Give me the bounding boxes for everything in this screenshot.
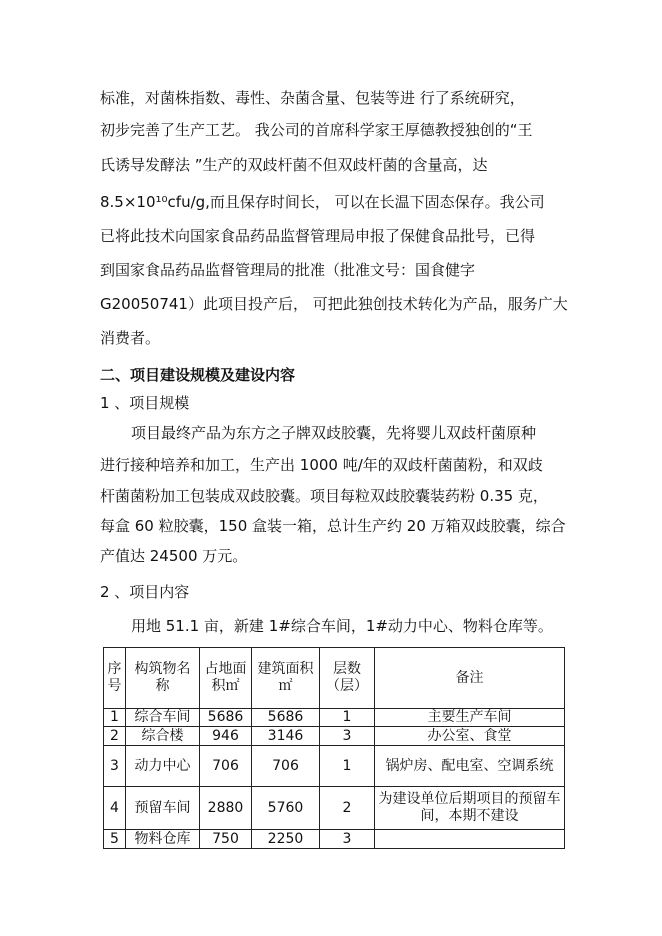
- cell-floor-area: 3146: [252, 727, 320, 746]
- intro-line-2: 初步完善了生产工艺。 我公司的首席科学家王厚德教授独创的“王: [100, 121, 533, 139]
- cell-name: 综合车间: [126, 709, 200, 727]
- cell-land-area: 750: [200, 830, 252, 849]
- cell-no: 4: [104, 787, 126, 830]
- cell-name: 综合楼: [126, 727, 200, 746]
- cell-land-area: 706: [200, 746, 252, 787]
- cell-remark: 锅炉房、配电室、空调系统: [375, 746, 565, 787]
- cell-floors: 2: [320, 787, 375, 830]
- subsection-1-title: 1 、项目规模: [100, 394, 190, 412]
- cell-floors: 3: [320, 727, 375, 746]
- intro-line-6: 到国家食品药品监督管理局的批准（批准文号：国食健字: [100, 261, 476, 279]
- table-row: [104, 709, 565, 727]
- cell-floors: 1: [320, 709, 375, 727]
- table-row: [104, 727, 565, 746]
- cell-remark: 为建设单位后期项目的预留车间，本期不建设: [375, 787, 565, 830]
- header-floors: 层数（层）: [320, 648, 375, 709]
- scale-line-2: 进行接种培养和加工，生产出 1000 吨/年的双歧杆菌菌粉，和双歧: [100, 456, 543, 474]
- cell-floors: 3: [320, 830, 375, 849]
- cell-remark: [375, 830, 565, 849]
- table-row: [104, 787, 565, 830]
- header-no: 序号: [104, 648, 126, 709]
- cell-name: 预留车间: [126, 787, 200, 830]
- cell-no: 3: [104, 746, 126, 787]
- cell-floor-area: 2250: [252, 830, 320, 849]
- scale-line-4: 每盒 60 粒胶囊，150 盒装一箱，总计生产约 20 万箱双歧胶囊，综合: [100, 517, 566, 535]
- content-line: 用地 51.1 亩，新建 1#综合车间，1#动力中心、物料仓库等。: [131, 617, 553, 635]
- cell-name: 物料仓库: [126, 830, 200, 849]
- section-heading: 二、项目建设规模及建设内容: [100, 366, 296, 384]
- header-land-area: 占地面积㎡: [200, 648, 252, 709]
- intro-line-1: 标准，对菌株指数、毒性、杂菌含量、包装等进 行了系统研究，: [100, 89, 525, 107]
- intro-line-7: G20050741）此项目投产后， 可把此独创技术转化为产品，服务广大: [100, 295, 568, 313]
- cell-land-area: 2880: [200, 787, 252, 830]
- buildings-table: [103, 647, 565, 849]
- header-remark: 备注: [375, 648, 565, 709]
- cell-remark: 办公室、食堂: [375, 727, 565, 746]
- scale-line-1: 项目最终产品为东方之子牌双歧胶囊，先将婴儿双歧杆菌原种: [131, 424, 537, 442]
- cell-floor-area: 706: [252, 746, 320, 787]
- cell-no: 1: [104, 709, 126, 727]
- cell-no: 2: [104, 727, 126, 746]
- cell-remark: 主要生产车间: [375, 709, 565, 727]
- intro-line-3: 氏诱导发酵法 ”生产的双歧杆菌不但双歧杆菌的含量高，达: [100, 156, 488, 174]
- cell-floor-area: 5760: [252, 787, 320, 830]
- scale-line-5: 产值达 24500 万元。: [100, 547, 248, 565]
- intro-line-8: 消费者。: [100, 329, 161, 347]
- cell-floor-area: 5686: [252, 709, 320, 727]
- cell-land-area: 946: [200, 727, 252, 746]
- scale-line-3: 杆菌菌粉加工包装成双歧胶囊。项目每粒双歧胶囊装药粉 0.35 克，: [100, 487, 548, 505]
- table-row: [104, 746, 565, 787]
- cell-no: 5: [104, 830, 126, 849]
- header-floor-area: 建筑面积㎡: [252, 648, 320, 709]
- cell-name: 动力中心: [126, 746, 200, 787]
- intro-line-5: 已将此技术向国家食品药品监督管理局申报了保健食品批号，已得: [100, 227, 536, 245]
- header-name: 构筑物名称: [126, 648, 200, 709]
- cell-floors: 1: [320, 746, 375, 787]
- cell-land-area: 5686: [200, 709, 252, 727]
- intro-line-4: 8.5×10¹⁰cfu/g,而且保存时间长， 可以在长温下固态保存。我公司: [100, 193, 545, 211]
- table-header-row: [104, 648, 565, 709]
- subsection-2-title: 2 、项目内容: [100, 583, 190, 601]
- table-row: [104, 830, 565, 849]
